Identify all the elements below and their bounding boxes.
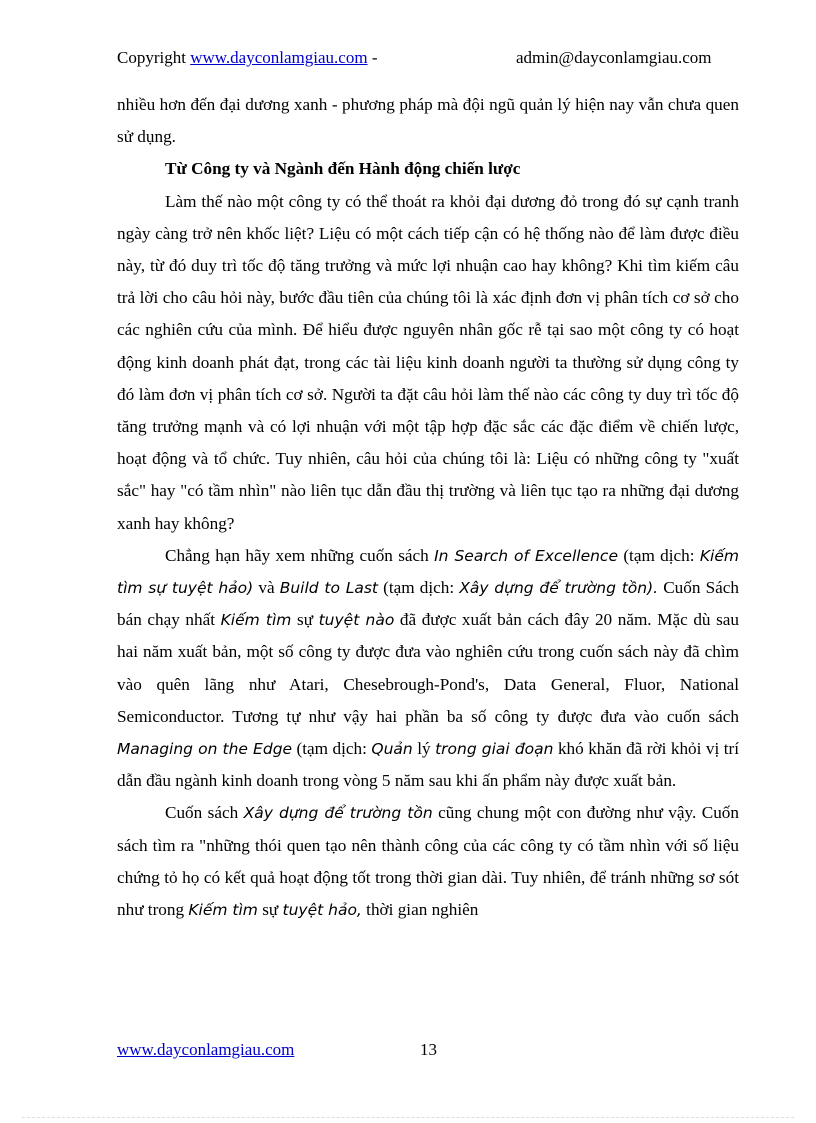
document-body <box>117 89 739 926</box>
section-heading: Từ Công ty và Ngành đến Hành động chiến lược <box>165 159 521 179</box>
header-site-link[interactable]: www.dayconlamgiau.com <box>190 48 368 67</box>
paragraph: Cuốn sách Xây dựng để trường tồn cũng chung một con đường như vậy. Cuốn sách tìm ra "những thói quen tạo nên thành công của các công ty có tầm nhìn với số liệu chứng tỏ họ có kết quả hoạt động tốt trong thời gian dài. Tuy nhiên, để tránh những sơ sót như trong Kiếm tìm sự tuyệt hảo, thời gian nghiên <box>117 803 739 920</box>
header-email: admin@dayconlamgiau.com <box>516 48 712 67</box>
footer-site-link[interactable]: www.dayconlamgiau.com <box>117 1040 295 1059</box>
header-separator: - <box>371 48 378 67</box>
page-header <box>117 48 739 72</box>
page-number: 13 <box>420 1040 437 1059</box>
page-footer <box>117 1040 739 1060</box>
paragraph: Làm thế nào một công ty có thể thoát ra khỏi đại dương đỏ trong đó sự cạnh tranh ngày càng trở nên khốc liệt? Liệu có một cách tiếp cận có hệ thống nào để làm được điều này, từ đó duy trì tốc độ tăng trưởng và mức lợi nhuận cao hay không? Khi tìm kiếm câu trả lời cho câu hỏi này, bước đầu tiên của chúng tôi là xác định đơn vị phân tích cơ sở cho các nghiên cứu của mình. Để hiểu được nguyên nhân gốc rễ tại sao một công ty có hoạt động kinh doanh phát đạt, trong các tài liệu kinh doanh người ta thường sử dụng công ty đó làm đơn vị phân tích cơ sở. Người ta đặt câu hỏi làm thế nào các công ty duy trì tốc độ tăng trưởng mạnh và có lợi nhuận với một tập hợp đặc sắc các đặc điểm về chiến lược, hoạt động và tổ chức. Tuy nhiên, câu hỏi của chúng tôi là: Liệu có những công ty "xuất sắc" hay "có tầm nhìn" nào liên tục dẫn đầu thị trường và liên tục tạo ra những đại dương xanh hay không? <box>117 191 739 533</box>
copyright-label: Copyright <box>117 48 186 67</box>
header-copyright <box>117 48 377 68</box>
paragraph-continued: nhiều hơn đến đại dương xanh - phương pháp mà đội ngũ quản lý hiện nay vẫn chưa quen sử dụng. <box>117 95 739 147</box>
page-bottom-divider <box>22 1117 794 1118</box>
paragraph: Chẳng hạn hãy xem những cuốn sách In Search of Excellence (tạm dịch: Kiếm tìm sự tuyệt hảo) và Build to Last (tạm dịch: Xây dựng để trường tồn). Cuốn Sách bán chạy nhất Kiếm tìm sự tuyệt nào đã được xuất bản cách đây 20 năm. Mặc dù sau hai năm xuất bản, một số công ty được đưa vào nghiên cứu trong cuốn sách này đã chìm vào quên lãng như Atari, Chesebrough-Pond's, Data General, Fluor, National Semiconductor. Tương tự như vậy hai phần ba số công ty được đưa vào cuốn sách Managing on the Edge (tạm dịch: Quản lý trong giai đoạn khó khăn đã rời khỏi vị trí dẫn đầu ngành kinh doanh trong vòng 5 năm sau khi ấn phẩm này được xuất bản. <box>117 545 739 791</box>
